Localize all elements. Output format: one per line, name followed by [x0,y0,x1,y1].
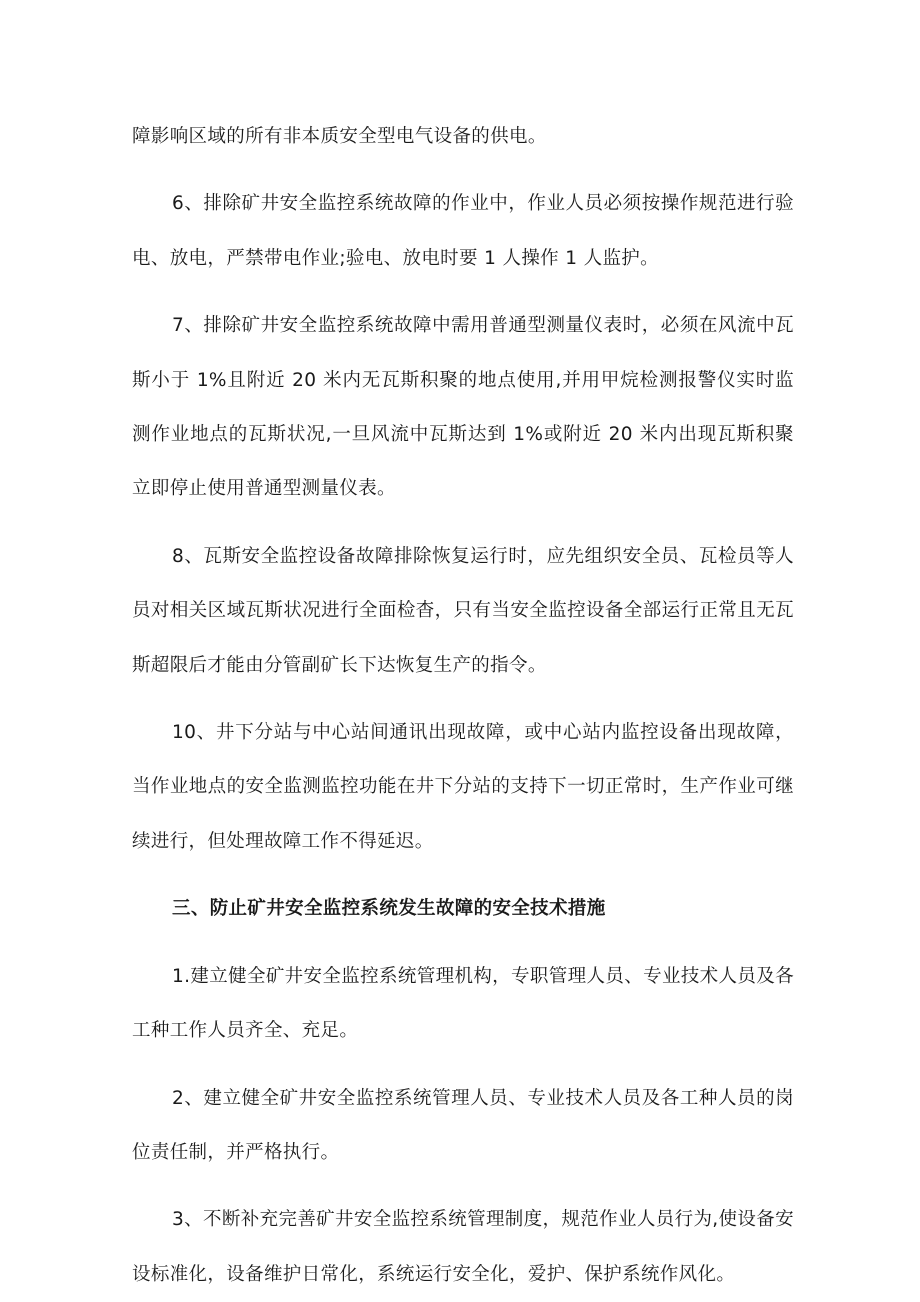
measure-item-3: 3、不断补充完善矿井安全监控系统管理制度，规范作业人员行为,使设备安设标准化，设备维护日常化，系统运行安全化，爱护、保护系统作风化。 [132,1209,794,1285]
measure-item-2: 2、建立健全矿井安全监控系统管理人员、专业技术人员及各工种人员的岗位责任制，并严格执行。 [132,1087,794,1163]
paragraph-spacer [132,869,794,882]
paragraph-spacer [132,286,794,299]
paragraph-spacer [132,1059,794,1072]
paragraph-spacer [132,517,794,530]
paragraph-spacer [132,1180,794,1193]
paragraph-item-6: 6、排除矿井安全监控系统故障的作业中，作业人员必须按操作规范进行验电、放电，严禁带电作业;验电、放电时要 1 人操作 1 人监护。 [132,193,794,269]
document-body [132,110,794,1302]
paragraph-continuation: 障影响区域的所有非本质安全型电气设备的供电。 [132,126,547,147]
paragraph-item-7: 7、排除矿井安全监控系统故障中需用普通型测量仪表时，必须在风流中瓦斯小于 1%且附近 20 米内无瓦斯积聚的地点使用,并用甲烷检测报警仪实时监测作业地点的瓦斯状况,一旦风流中瓦斯达到 1%或附近 20 米内出现瓦斯积聚立即停止使用普通型测量仪表。 [132,315,794,500]
measure-item-1: 1.建立健全矿井安全监控系统管理机构，专职管理人员、专业技术人员及各工种工作人员齐全、充足。 [132,965,794,1042]
paragraph-item-10: 10、井下分站与中心站间通讯出现故障，或中心站内监控设备出现故障，当作业地点的安全监测监控功能在井下分站的支持下一切正常时，生产作业可继续进行，但处理故障工作不得延迟。 [132,722,794,852]
paragraph-spacer [132,937,794,950]
paragraph-spacer [132,164,794,177]
section-heading-3: 三、防止矿井安全监控系统发生故障的安全技术措施 [172,898,606,920]
paragraph-spacer [132,693,794,706]
paragraph-item-8: 8、瓦斯安全监控设备故障排除恢复运行时，应先组织安全员、瓦检员等人员对相关区域瓦斯状况进行全面检杳，只有当安全监控设备全部运行正常且无瓦斯超限后才能由分管副矿长下达恢复生产的指令。 [132,545,794,676]
